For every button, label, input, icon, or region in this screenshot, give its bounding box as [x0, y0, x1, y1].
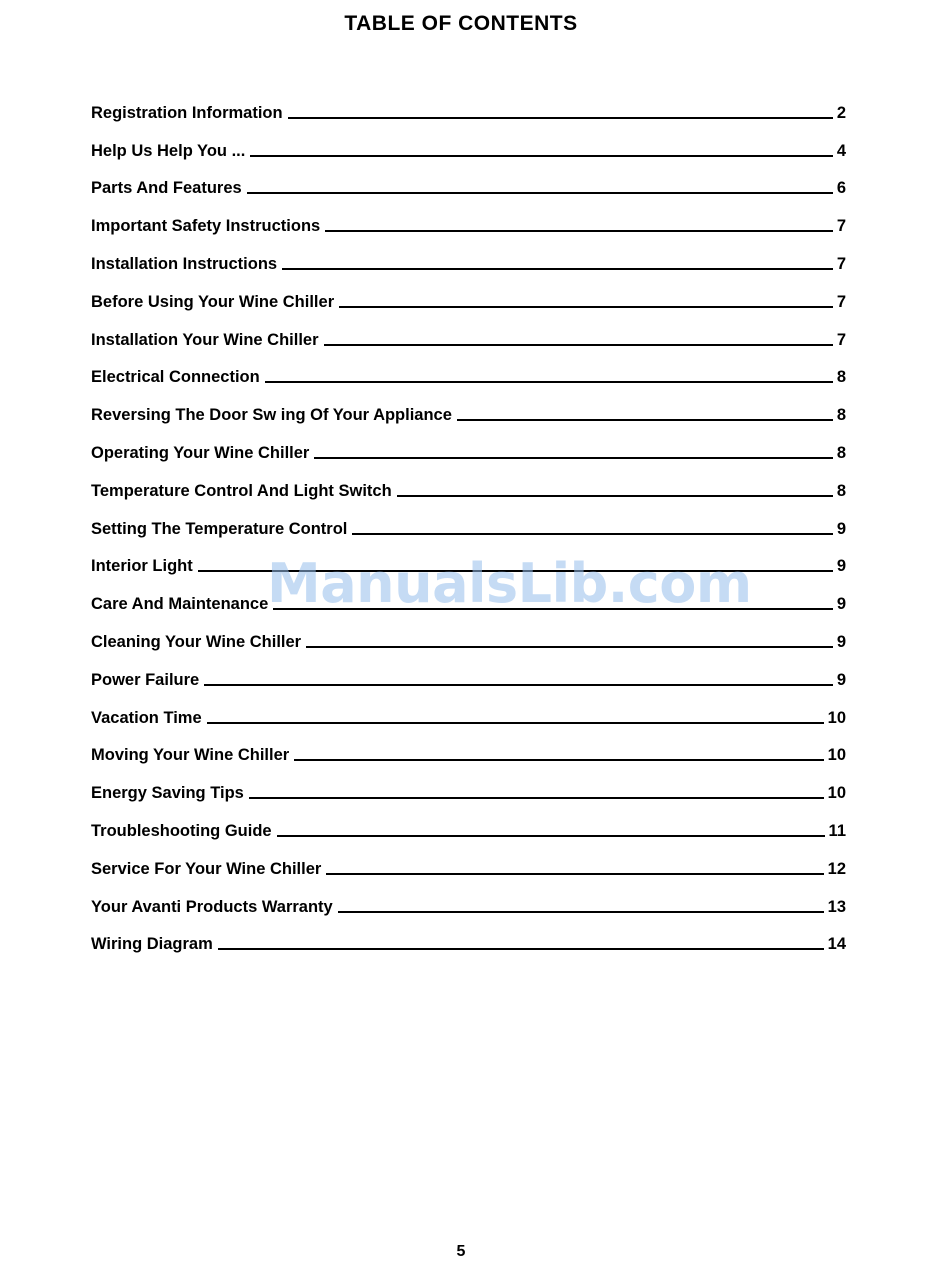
toc-entry-page: 8 — [836, 368, 846, 387]
toc-entry-page: 11 — [828, 821, 846, 840]
toc-entry[interactable] — [91, 879, 846, 917]
toc-entry-page: 7 — [836, 254, 846, 273]
toc-entry-page: 10 — [827, 708, 846, 727]
toc-leader-line — [277, 835, 825, 837]
toc-entry-page: 12 — [827, 859, 846, 878]
toc-entry-page: 9 — [836, 557, 846, 576]
toc-leader-line — [288, 117, 833, 119]
toc-entry-page: 4 — [836, 141, 846, 160]
toc-entry[interactable] — [91, 123, 846, 161]
toc-entry-label: Electrical Connection — [91, 368, 260, 387]
toc-entry-label: Wiring Diagram — [91, 935, 213, 954]
toc-leader-line — [325, 230, 833, 232]
toc-leader-line — [250, 155, 832, 157]
toc-leader-line — [338, 911, 824, 913]
toc-entry-page: 7 — [836, 292, 846, 311]
toc-entry[interactable] — [91, 161, 846, 199]
toc-entry[interactable] — [91, 539, 846, 577]
toc-leader-line — [314, 457, 832, 459]
toc-leader-line — [207, 722, 824, 724]
page-number: 5 — [456, 1243, 466, 1260]
toc-leader-line — [397, 495, 833, 497]
toc-entry-label: Before Using Your Wine Chiller — [91, 292, 335, 311]
toc-entry-page: 2 — [836, 103, 846, 122]
toc-entry-label: Moving Your Wine Chiller — [91, 746, 290, 765]
toc-entry[interactable] — [91, 803, 846, 841]
toc-entry-label: Cleaning Your Wine Chiller — [91, 632, 302, 651]
toc-entry-page: 7 — [836, 330, 846, 349]
toc-entry[interactable] — [91, 765, 846, 803]
toc-leader-line — [352, 533, 832, 535]
toc-leader-line — [306, 646, 833, 648]
toc-leader-line — [339, 306, 833, 308]
toc-entry-label: Troubleshooting Guide — [91, 821, 272, 840]
toc-leader-line — [198, 570, 833, 572]
toc-entry-label: Service For Your Wine Chiller — [91, 859, 322, 878]
toc-leader-line — [265, 381, 833, 383]
toc-entry-page: 8 — [836, 406, 846, 425]
toc-entry-page: 7 — [836, 217, 846, 236]
toc-entry-label: Help Us Help You ... — [91, 141, 246, 160]
toc-entry[interactable] — [91, 463, 846, 501]
toc-entry[interactable] — [91, 728, 846, 766]
toc-leader-line — [282, 268, 833, 270]
toc-entry[interactable] — [91, 652, 846, 690]
toc-entry[interactable] — [91, 85, 846, 123]
toc-entry[interactable] — [91, 387, 846, 425]
toc-entry-label: Setting The Temperature Control — [91, 519, 348, 538]
toc-entry[interactable] — [91, 236, 846, 274]
toc-entry-label: Vacation Time — [91, 708, 202, 727]
toc-leader-line — [324, 344, 833, 346]
page-title: TABLE OF CONTENTS — [344, 12, 578, 35]
toc-entry-page: 6 — [836, 179, 846, 198]
toc-entry-label: Reversing The Door Sw ing Of Your Appliance — [91, 406, 452, 425]
toc-entry-page: 9 — [836, 632, 846, 651]
toc-leader-line — [294, 759, 823, 761]
toc-entry[interactable] — [91, 274, 846, 312]
toc-leader-line — [457, 419, 833, 421]
toc-entry-page: 14 — [827, 935, 846, 954]
toc-entry-page: 8 — [836, 481, 846, 500]
toc-entry-label: Your Avanti Products Warranty — [91, 897, 333, 916]
toc-entry-page: 8 — [836, 443, 846, 462]
toc-entry[interactable] — [91, 576, 846, 614]
toc-entry-page: 9 — [836, 670, 846, 689]
table-of-contents — [91, 85, 846, 954]
toc-entry[interactable] — [91, 690, 846, 728]
toc-entry-label: Operating Your Wine Chiller — [91, 443, 310, 462]
toc-entry-label: Power Failure — [91, 670, 200, 689]
toc-entry-page: 10 — [827, 784, 846, 803]
toc-leader-line — [273, 608, 833, 610]
toc-entry-label: Temperature Control And Light Switch — [91, 481, 392, 500]
toc-entry[interactable] — [91, 614, 846, 652]
watermark: ManualsLib.com — [267, 552, 752, 615]
toc-entry-page: 9 — [836, 595, 846, 614]
toc-leader-line — [218, 948, 824, 950]
toc-entry[interactable] — [91, 841, 846, 879]
toc-entry[interactable] — [91, 350, 846, 388]
toc-leader-line — [249, 797, 824, 799]
toc-entry-label: Installation Instructions — [91, 254, 278, 273]
toc-entry-label: Parts And Features — [91, 179, 242, 198]
toc-entry-label: Interior Light — [91, 557, 193, 576]
toc-entry[interactable] — [91, 917, 846, 955]
toc-entry-label: Important Safety Instructions — [91, 217, 321, 236]
toc-entry-label: Installation Your Wine Chiller — [91, 330, 319, 349]
toc-entry[interactable] — [91, 312, 846, 350]
toc-entry-label: Registration Information — [91, 103, 283, 122]
toc-leader-line — [247, 192, 833, 194]
toc-entry-page: 9 — [836, 519, 846, 538]
toc-entry-label: Energy Saving Tips — [91, 784, 244, 803]
toc-entry[interactable] — [91, 198, 846, 236]
toc-leader-line — [204, 684, 833, 686]
toc-entry-label: Care And Maintenance — [91, 595, 269, 614]
toc-leader-line — [326, 873, 823, 875]
toc-entry-page: 10 — [827, 746, 846, 765]
toc-entry[interactable] — [91, 501, 846, 539]
toc-entry[interactable] — [91, 425, 846, 463]
toc-entry-page: 13 — [827, 897, 846, 916]
